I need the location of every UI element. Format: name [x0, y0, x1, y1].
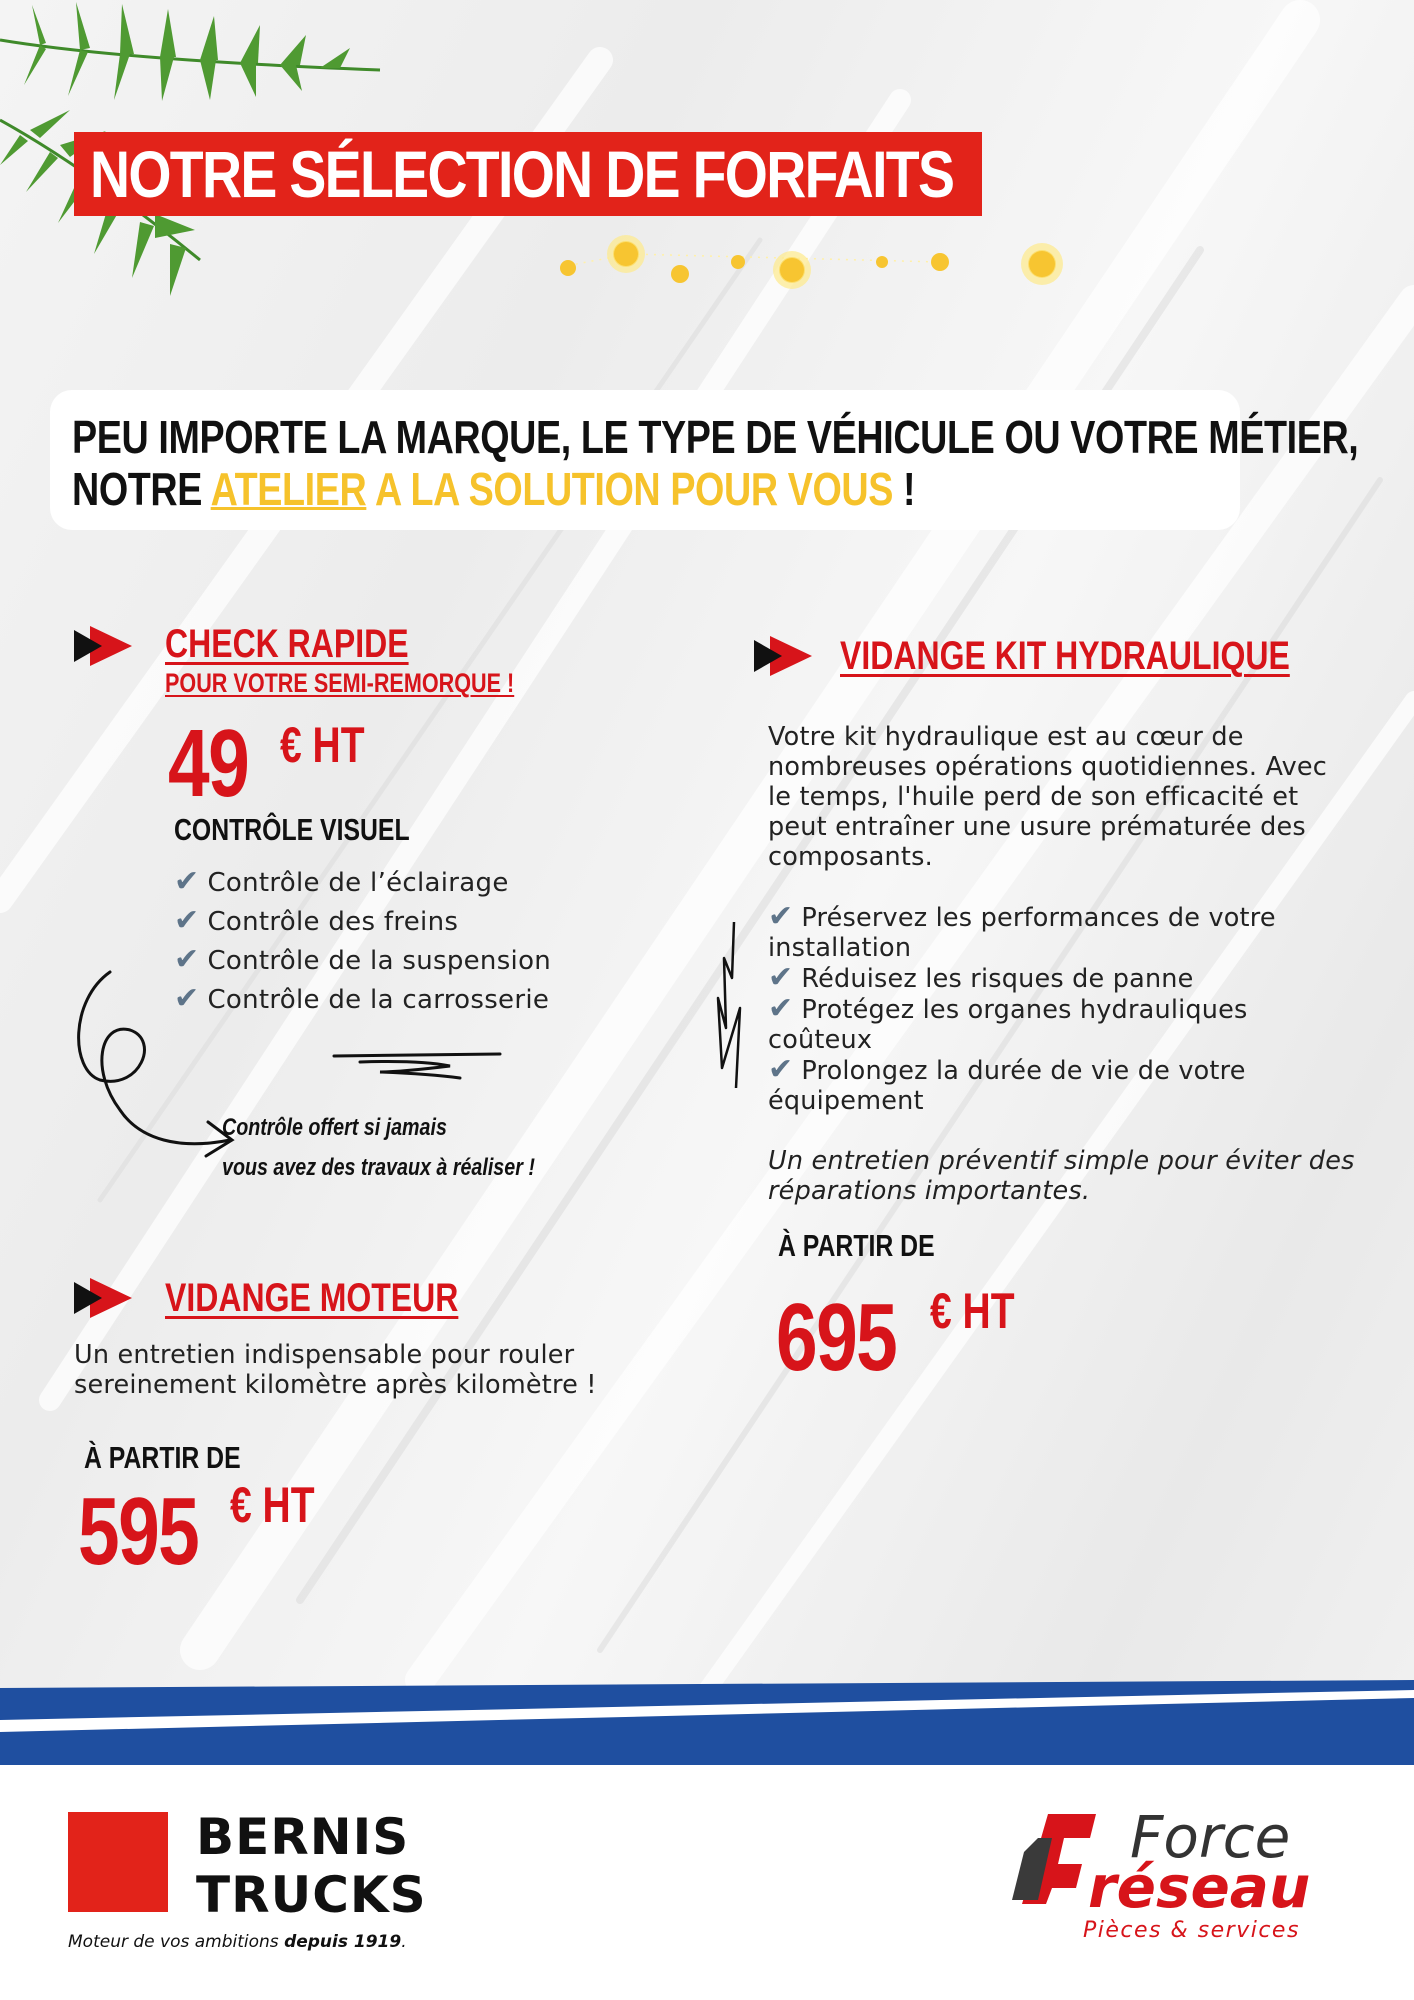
check-rapide-price-unit: € HT [280, 717, 365, 773]
check-rapide-subtitle: POUR VOTRE SEMI-REMORQUE ! [165, 668, 515, 698]
checkmark-icon: ✔ [768, 991, 794, 1026]
vidange-hydraulique-closing: Un entretien préventif simple pour éviter des réparations importantes. [768, 1146, 1355, 1206]
intro-line-2-end: ! [892, 463, 916, 515]
vidange-hydraulique-benefits [768, 899, 1276, 1116]
vidange-hydraulique-from-label: À PARTIR DE [778, 1228, 935, 1263]
offer-note-line-1: Contrôle offert si jamais [222, 1114, 447, 1141]
checkmark-icon: ✔ [174, 903, 200, 938]
bernis-logo-square [68, 1812, 168, 1912]
bernis-logo-line-1: BERNIS [196, 1808, 410, 1866]
list-item: ✔ Contrôle de l’éclairage [174, 864, 509, 899]
checkmark-icon: ✔ [768, 1052, 794, 1087]
vidange-moteur-title: VIDANGE MOTEUR [165, 1276, 459, 1320]
list-item: ✔ Réduisez les risques de panne [768, 960, 1194, 995]
list-item: ✔ Prolongez la durée de vie de votre [768, 1052, 1246, 1087]
checkmark-icon: ✔ [174, 942, 200, 977]
list-item-continuation: installation [768, 933, 912, 963]
vidange-hydraulique-title: VIDANGE KIT HYDRAULIQUE [840, 634, 1290, 678]
checkmark-icon: ✔ [768, 960, 794, 995]
checkmark-icon: ✔ [174, 864, 200, 899]
list-item: ✔ Préservez les performances de votre [768, 899, 1276, 934]
force-reseau-word-1: Force [1130, 1803, 1291, 1871]
vidange-moteur-from-label: À PARTIR DE [84, 1440, 241, 1475]
play-arrow-icon [72, 1274, 134, 1322]
vidange-moteur-description: Un entretien indispensable pour rouler sereinement kilomètre après kilomètre ! [74, 1340, 597, 1400]
list-item: ✔ Protégez les organes hydrauliques [768, 991, 1248, 1026]
vidange-hydraulique-price: 695 [776, 1284, 897, 1391]
check-rapide-price: 49 [168, 710, 249, 817]
offer-note-line-2: vous avez des travaux à réaliser ! [222, 1154, 535, 1181]
vidange-hydraulique-price-unit: € HT [930, 1283, 1015, 1339]
play-arrow-icon [72, 622, 134, 670]
list-item-continuation: équipement [768, 1086, 924, 1116]
intro-line-2-start: NOTRE [72, 463, 211, 515]
list-item: ✔ Contrôle des freins [174, 903, 459, 938]
vidange-moteur-price-unit: € HT [230, 1477, 315, 1533]
bernis-tagline: Moteur de vos ambitions depuis 1919. [68, 1932, 407, 1952]
play-arrow-icon [752, 632, 814, 680]
vidange-hydraulique-paragraph: Votre kit hydraulique est au cœur de nombreuses opérations quotidiennes. Avec le temps, l'huile perd de son efficacité et peut entraîner une usure prématurée des composants. [768, 722, 1328, 872]
checkmark-icon: ✔ [768, 899, 794, 934]
sun-dots-decoration [540, 232, 1080, 292]
intro-line-1: PEU IMPORTE LA MARQUE, LE TYPE DE VÉHICULE OU VOTRE MÉTIER, [72, 411, 1359, 463]
force-reseau-word-2: réseau [1088, 1853, 1311, 1921]
controle-visuel-label: CONTRÔLE VISUEL [174, 812, 410, 847]
force-reseau-logo-icon [1008, 1808, 1100, 1908]
force-reseau-tagline: Pièces & services [1083, 1918, 1300, 1943]
bernis-logo-line-2: TRUCKS [196, 1866, 427, 1924]
check-rapide-title: CHECK RAPIDE [165, 622, 409, 666]
scribble-decoration [712, 918, 752, 1098]
intro-highlight-atelier: ATELIER [210, 463, 367, 515]
list-item: ✔ Contrôle de la carrosserie [174, 981, 550, 1016]
list-item-continuation: coûteux [768, 1025, 873, 1055]
intro-highlight: A LA SOLUTION POUR VOUS [366, 463, 893, 515]
intro-line-2 [72, 462, 915, 516]
vidange-moteur-price: 595 [78, 1478, 199, 1585]
checkmark-icon: ✔ [174, 981, 200, 1016]
list-item: ✔ Contrôle de la suspension [174, 942, 552, 977]
footer-stripe [0, 1680, 1414, 1765]
page-title: NOTRE SÉLECTION DE FORFAITS [90, 137, 954, 211]
